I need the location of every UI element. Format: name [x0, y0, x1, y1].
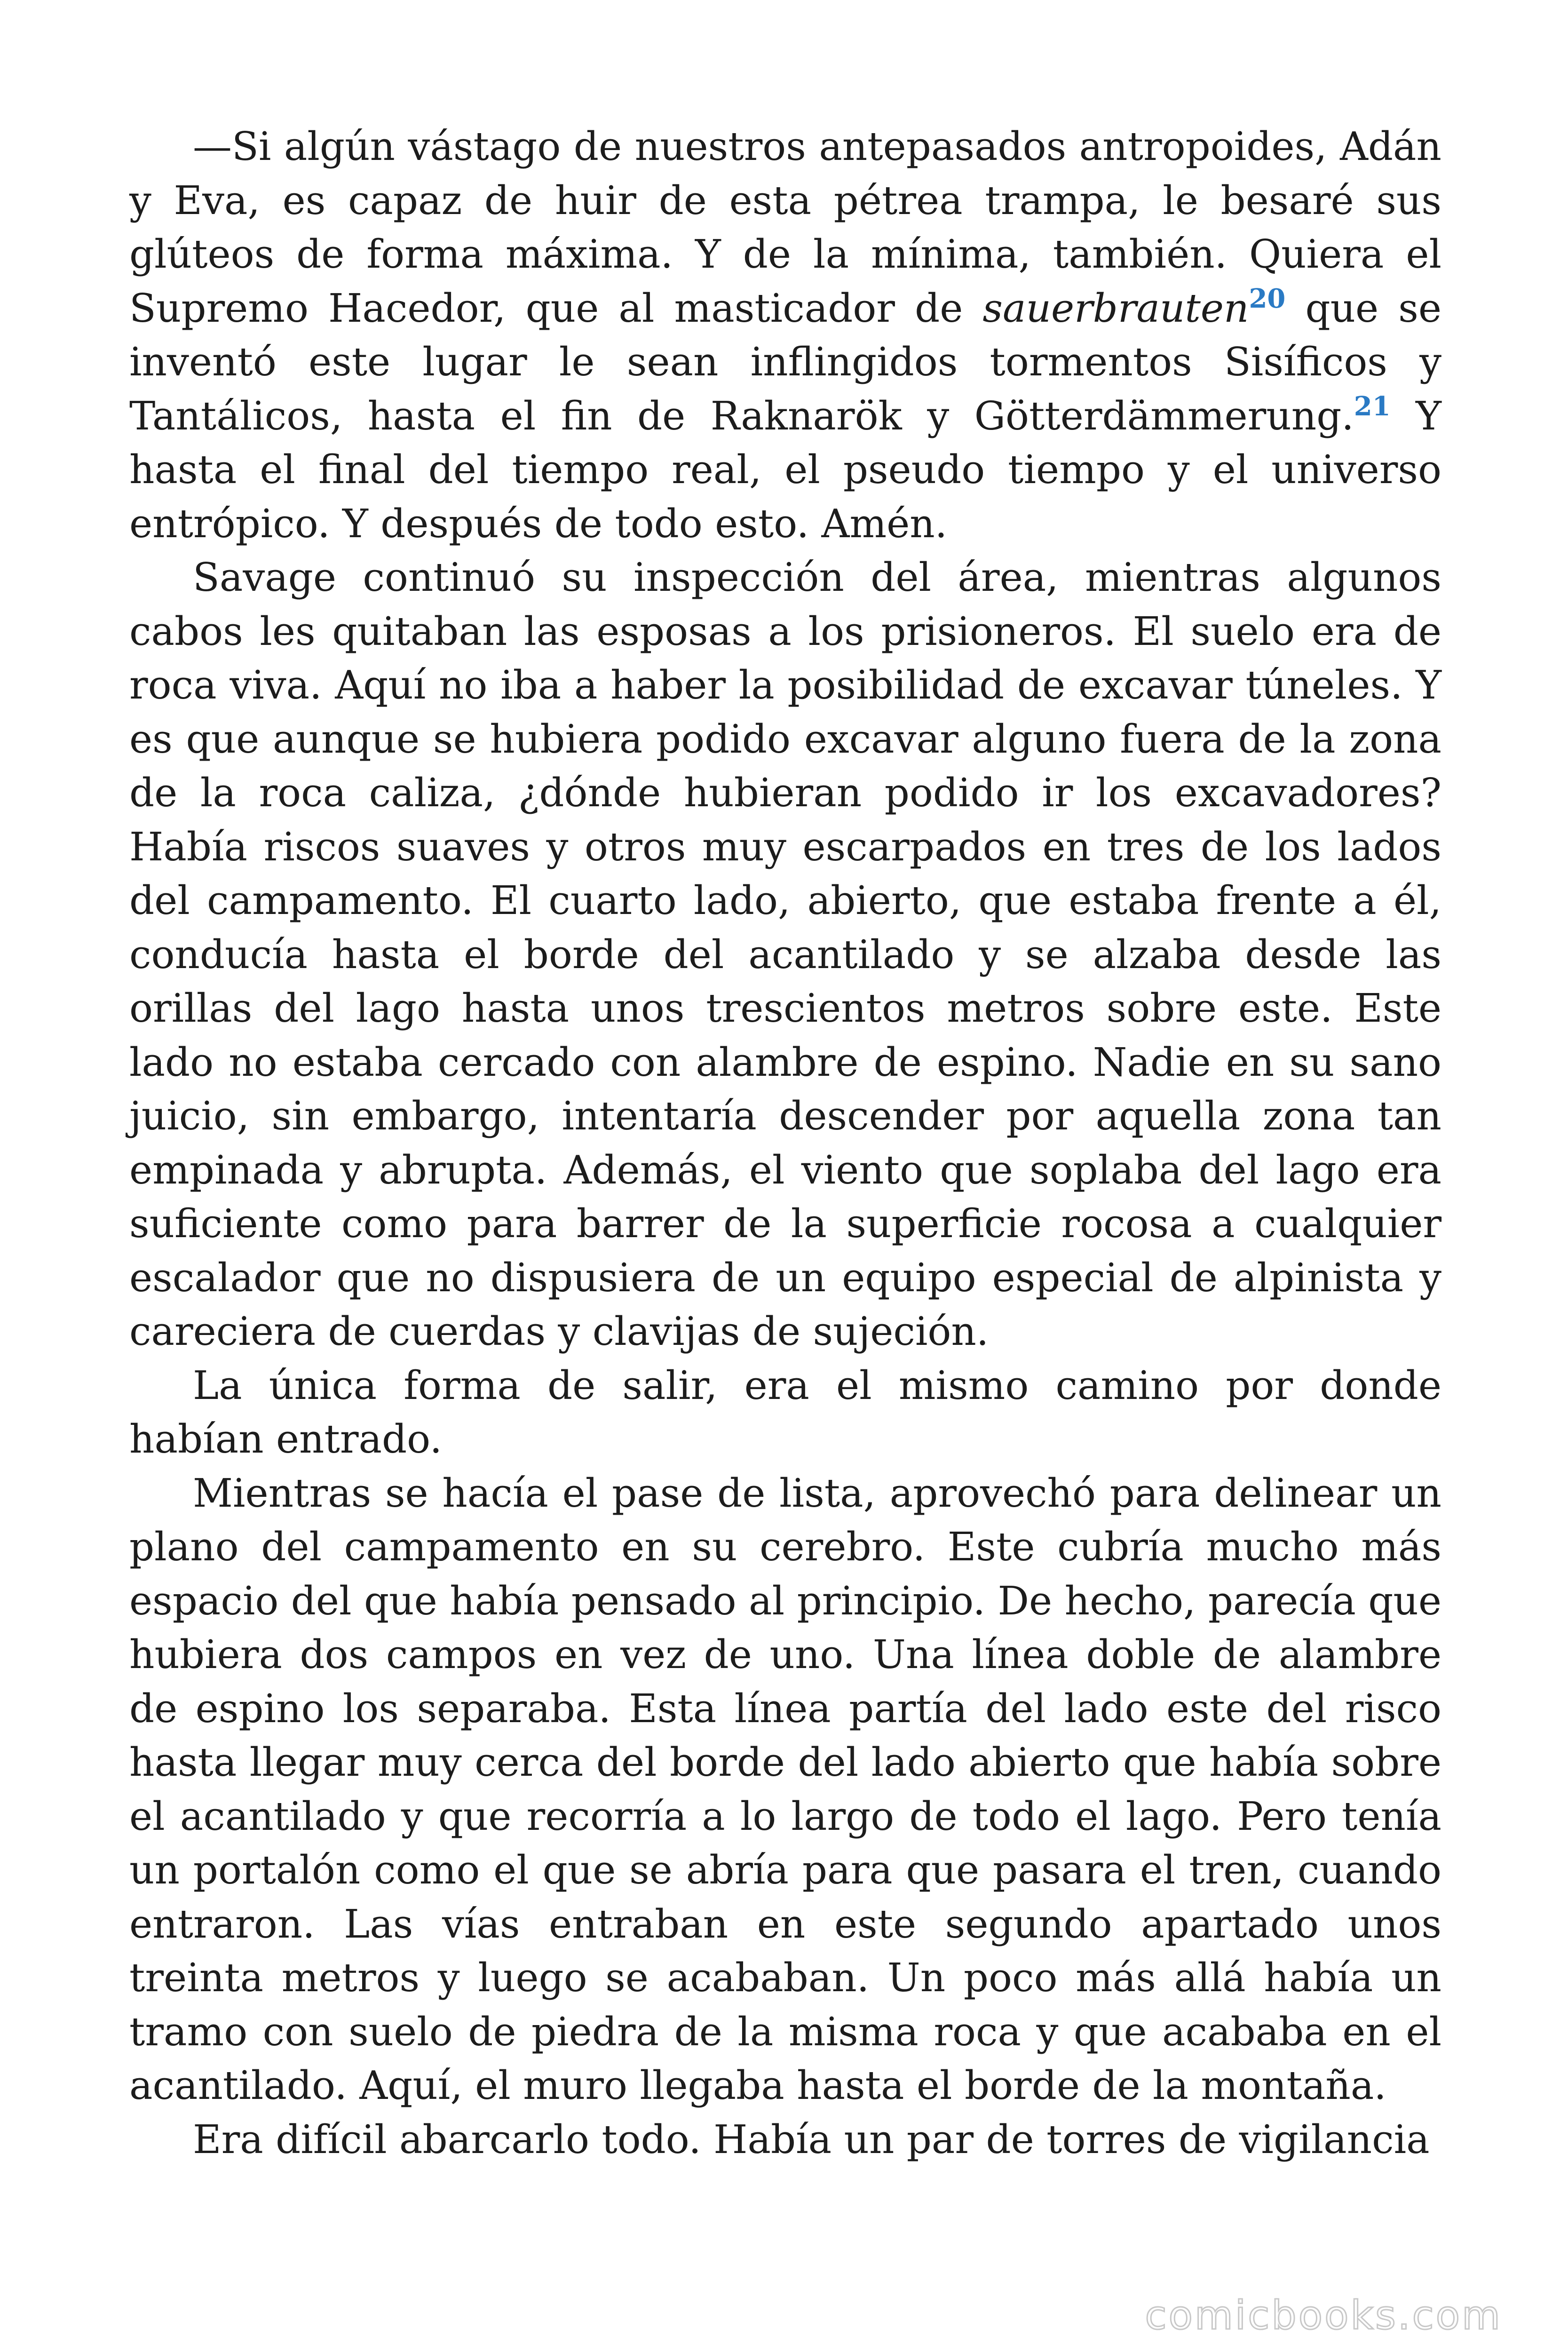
paragraph-text: que se inventó este lugar le sean inflingidos tormentos Sisíficos y Tantálicos, hasta el fin de Raknarök y Götterdämmerung.: [129, 285, 1441, 439]
paragraph-text: La única forma de salir, era el mismo camino por donde habían entrado.: [129, 1362, 1441, 1462]
paragraph-5: [129, 2113, 1441, 2167]
book-page: [129, 120, 1441, 2167]
paragraph-text: Mientras se hacía el pase de lista, aprovechó para delinear un plano del campamento en su cerebro. Este cubría mucho más espacio del que había pensado al principio. De hecho, parecía que hubiera dos campos en vez de uno. Una línea doble de alambre de espino los separaba. Esta línea partía del lado este del risco hasta llegar muy cerca del borde del lado abierto que había sobre el acantilado y que recorría a lo largo de todo el lago. Pero tenía un portalón como el que se abría para que pasara el tren, cuando entraron. Las vías entraban en este segundo apartado unos treinta metros y luego se acababan. Un poco más allá había un tramo con suelo de piedra de la misma roca y que acababa en el acantilado. Aquí, el muro llegaba hasta el borde de la montaña.: [129, 1470, 1441, 2108]
paragraph-3: [129, 1359, 1441, 1467]
footnote-link-20[interactable]: 20: [1249, 283, 1286, 314]
paragraph-2: [129, 551, 1441, 1359]
footnote-link-21[interactable]: 21: [1354, 390, 1391, 422]
paragraph-1: [129, 120, 1441, 551]
paragraph-4: [129, 1467, 1441, 2113]
paragraph-text: Y hasta el final del tiempo real, el pseudo tiempo y el universo entrópico. Y después de todo esto. Amén.: [129, 393, 1441, 547]
italic-term: sauerbrauten: [982, 285, 1249, 331]
paragraph-text: —Si algún vástago de nuestros antepasados antropoides, Adán y Eva, es capaz de huir de esta pétrea trampa, le besaré sus glúteos de forma máxima. Y de la mínima, también. Quiera el Supremo Hacedor, que al masticador de: [129, 124, 1441, 331]
paragraph-text: Savage continuó su inspección del área, mientras algunos cabos les quitaban las esposas a los prisioneros. El suelo era de roca viva. Aquí no iba a haber la posibilidad de excavar túneles. Y es que aunque se hubiera podido excavar alguno fuera de la zona de la roca caliza, ¿dónde hubieran podido ir los excavadores? Había riscos suaves y otros muy escarpados en tres de los lados del campamento. El cuarto lado, abierto, que estaba frente a él, conducía hasta el borde del acantilado y se alzaba desde las orillas del lago hasta unos trescientos metros sobre este. Este lado no estaba cercado con alambre de espino. Nadie en su sano juicio, sin embargo, intentaría descender por aquella zona tan empinada y abrupta. Además, el viento que soplaba del lago era suficiente como para barrer de la superficie rocosa a cualquier escalador que no dispusiera de un equipo especial de alpinista y careciera de cuerdas y clavijas de sujeción.: [129, 555, 1441, 1354]
paragraph-text: Era difícil abarcarlo todo. Había un par de torres de vigilancia: [193, 2116, 1430, 2162]
watermark-logo: comicbooks.com: [1145, 2292, 1502, 2338]
